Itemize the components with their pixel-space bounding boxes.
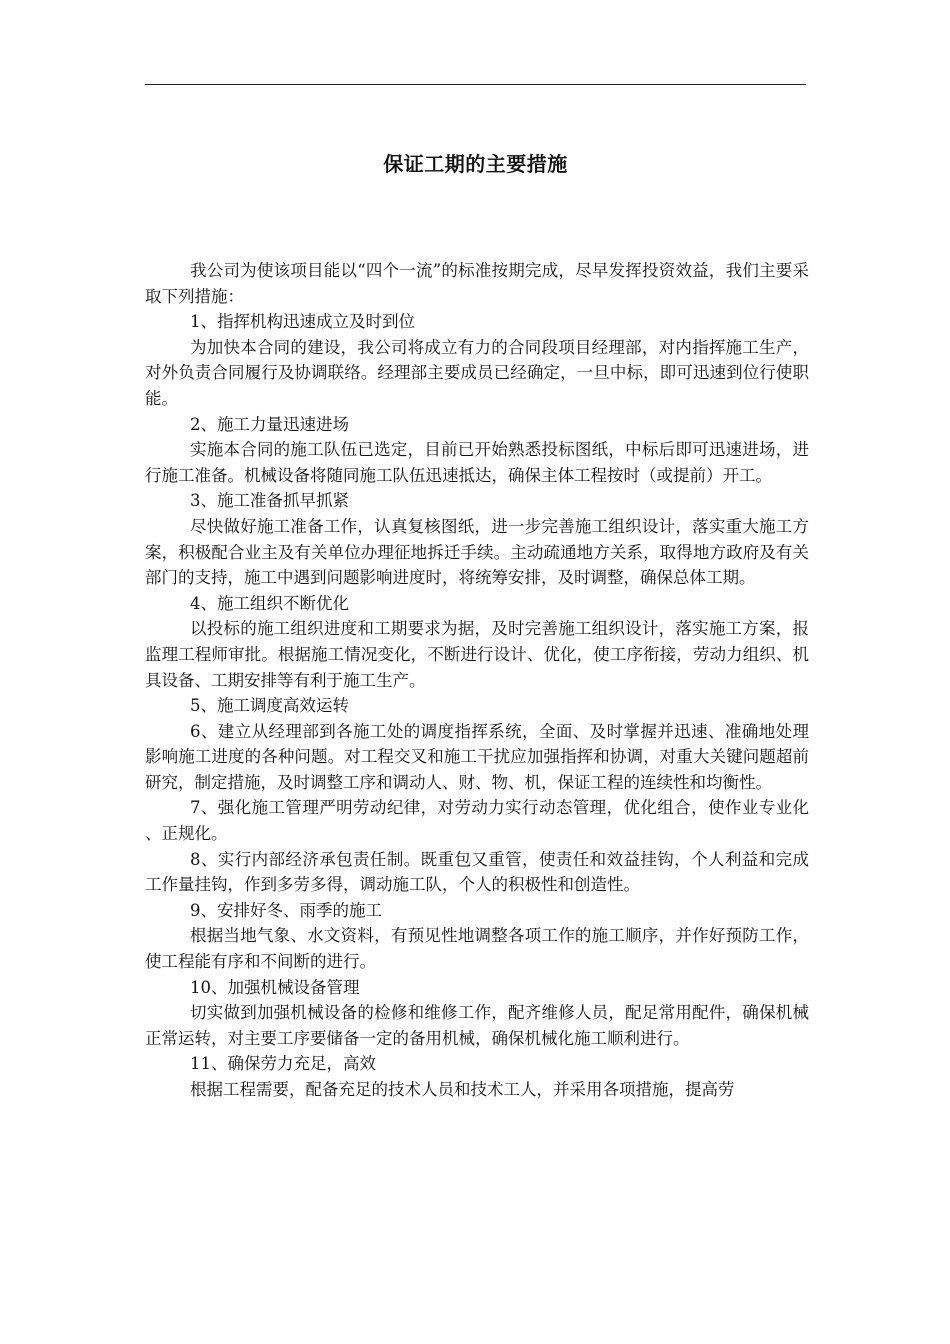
section-paragraph: 6、建立从经理部到各施工处的调度指挥系统，全面、及时掌握并迅速、准确地处理影响施工进度的各种问题。对工程交叉和施工干扰应加强指挥和协调，对重大关键问题超前研究，制定措施，及时调整工序和调动人、财、物、机，保证工程的连续性和均衡性。 — [145, 721, 809, 792]
section-paragraph: 以投标的施工组织进度和工期要求为据，及时完善施工组织设计，落实施工方案，报监理工程师审批。根据施工情况变化，不断进行设计、优化，使工序衔接，劳动力组织、机具设备、工期安排等有利于施工生产。 — [145, 619, 809, 690]
section-heading: 10、加强机械设备管理 — [190, 977, 360, 997]
section-paragraph: 尽快做好施工准备工作，认真复核图纸，进一步完善施工组织设计，落实重大施工方案，积极配合业主及有关单位办理征地拆迁手续。主动疏通地方关系，取得地方政府及有关部门的支持，施工中遇到问题影响进度时，将统筹安排，及时调整，确保总体工期。 — [145, 516, 809, 588]
document-body — [145, 258, 809, 1103]
section-paragraph: 实施本合同的施工队伍已选定，目前已开始熟悉投标图纸，中标后即可迅速进场，进行施工准备。机械设备将随同施工队伍迅速抵达，确保主体工程按时（或提前）开工。 — [145, 440, 809, 485]
section-paragraph: 根据当地气象、水文资料，有预见性地调整各项工作的施工顺序，并作好预防工作，使工程能有序和不间断的进行。 — [145, 926, 809, 972]
section-heading: 5、施工调度高效运转 — [190, 696, 349, 716]
section-heading: 1、指挥机构迅速成立及时到位 — [190, 312, 415, 332]
section-heading: 4、施工组织不断优化 — [190, 593, 349, 613]
section-heading: 3、施工准备抓早抓紧 — [190, 491, 349, 511]
section-heading: 11、确保劳力充足，高效 — [190, 1054, 376, 1074]
section-heading: 9、安排好冬、雨季的施工 — [190, 900, 382, 920]
section-heading: 2、施工力量迅速进场 — [190, 414, 349, 434]
section-paragraph: 7、强化施工管理严明劳动纪律，对劳动力实行动态管理，优化组合，使作业专业化、正规化。 — [145, 798, 809, 844]
intro-paragraph: 我公司为使该项目能以“四个一流”的标准按期完成，尽早发挥投资效益，我们主要采取下列措施： — [145, 261, 809, 306]
section-paragraph: 8、实行内部经济承包责任制。既重包又重管，使责任和效益挂钩，个人利益和完成工作量挂钩，作到多劳多得，调动施工队，个人的积极性和创造性。 — [145, 849, 809, 895]
header-rule — [145, 84, 806, 85]
section-paragraph: 切实做到加强机械设备的检修和维修工作，配齐维修人员，配足常用配件，确保机械正常运转，对主要工序要储备一定的备用机械，确保机械化施工顺利进行。 — [145, 1003, 809, 1048]
document-title: 保证工期的主要措施 — [383, 152, 568, 176]
section-paragraph: 为加快本合同的建设，我公司将成立有力的合同段项目经理部，对内指挥施工生产，对外负责合同履行及协调联络。经理部主要成员已经确定，一旦中标，即可迅速到位行使职能。 — [145, 337, 809, 408]
section-paragraph: 根据工程需要，配备充足的技术人员和技术工人，并采用各项措施，提高劳 — [190, 1080, 735, 1099]
